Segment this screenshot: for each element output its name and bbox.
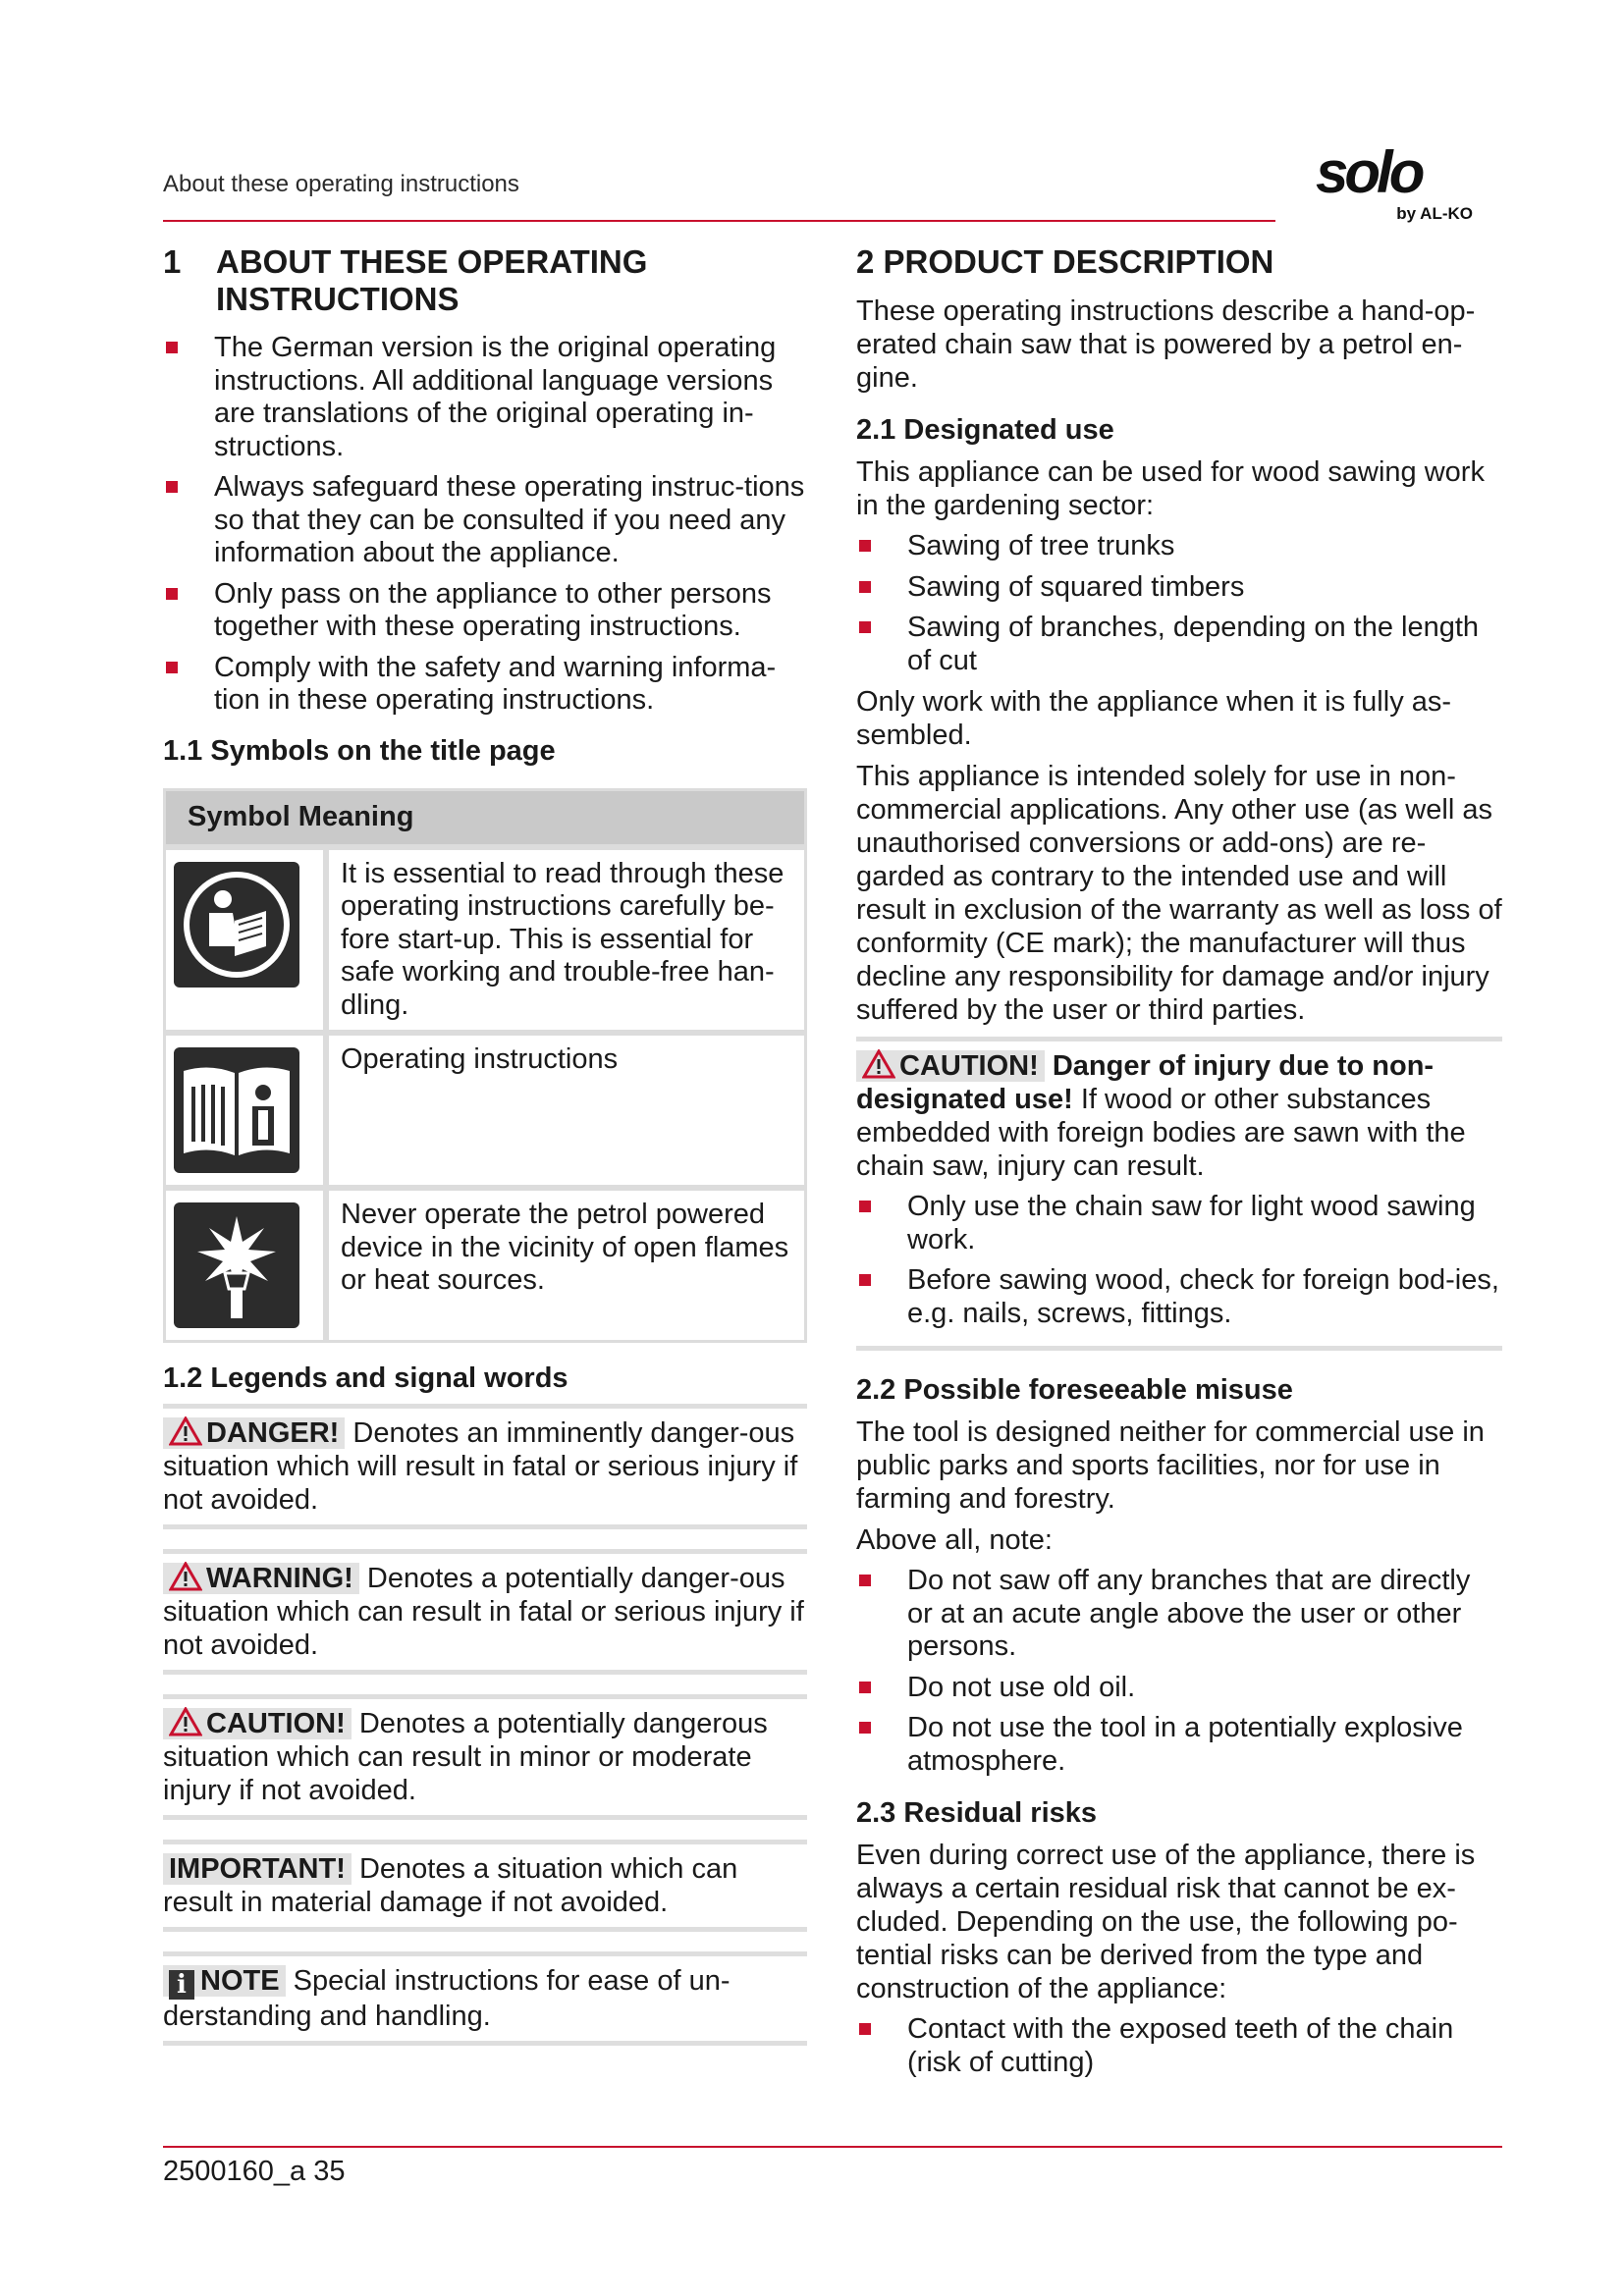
subsection-1-1-heading: 1.1 Symbols on the title page [163, 734, 556, 767]
section-2-intro: These operating instructions describe a hand-op-erated chain saw that is powered by a petrol en-gine. [856, 295, 1476, 394]
list-item: Do not saw off any branches that are directly or at an acute angle above the user or other persons. [856, 1565, 1502, 1664]
list-item: Only use the chain saw for light wood sawing work. [856, 1191, 1502, 1256]
bullet-square-icon [859, 1201, 871, 1212]
footer-divider [163, 2146, 1502, 2148]
section-2-heading [856, 243, 1502, 281]
list-item: Before sawing wood, check for foreign bod-ies, e.g. nails, screws, fittings. [856, 1264, 1502, 1330]
table-row [163, 1033, 807, 1188]
operating-instructions-icon [174, 1047, 299, 1173]
caution-designated-use-notice: CAUTION! Danger of injury due to non-designated use! If wood or other substances embedded with foreign bodies are sawn with the chain saw, injury can result. Only use the chain saw for light wood sawing work. Before sawing wood, check for foreign bod-ies, e.g. nails, screws, fittings. [856, 1037, 1502, 1351]
page-footer: 2500160_a 35 [163, 2156, 346, 2187]
section-1-title-line2: INSTRUCTIONS [216, 281, 460, 317]
section-2-number: 2 [856, 243, 875, 280]
bullet-square-icon [859, 1722, 871, 1734]
misuse-intro: The tool is designed neither for commercial use in public parks and sports facilities, nor for use in farming and forestry. [856, 1416, 1485, 1515]
subsection-1-2-heading: 1.2 Legends and signal words [163, 1362, 568, 1394]
list-item: Sawing of branches, depending on the length of cut [856, 612, 1502, 677]
warning-triangle-icon [862, 1049, 895, 1079]
logo-byline: by AL-KO [1396, 204, 1473, 223]
list-item: Comply with the safety and warning informa-tion in these operating instructions. [163, 652, 807, 718]
designated-use-intro: This appliance can be used for wood sawing work in the gardening sector: [856, 456, 1485, 521]
residual-risks-list [856, 2013, 1502, 2079]
header-divider [163, 220, 1275, 222]
bullet-square-icon [859, 621, 871, 633]
intended-use-paragraph: This appliance is intended solely for use in non-commercial applications. Any other use (as well as unauthorised conversions or add-ons) are re-garded as contrary to the intended use and will result in exclusion of the warranty as well as loss of conformity (CE mark); the manufacturer will thus decline any responsibility for damage and/or injury suffered by the user or third parties. [856, 761, 1502, 1026]
bullet-square-icon [859, 2023, 871, 2035]
list-item: Sawing of tree trunks [856, 530, 1502, 563]
warning-tag: WARNING! [206, 1563, 353, 1594]
important-tag: IMPORTANT! [163, 1853, 352, 1885]
list-item: Always safeguard these operating instruc-tions so that they can be consulted if you need any information about the appliance. [163, 471, 807, 570]
bullet-square-icon [166, 342, 178, 353]
bullet-square-icon [166, 588, 178, 600]
symbol-meaning: It is essential to read through these operating instructions carefully be-fore start-up. This is essential for safe working and trouble-free han-dling. [326, 847, 807, 1034]
warning-triangle-icon [169, 1416, 202, 1446]
warning-notice: WARNING! Denotes a potentially danger-ous situation which can result in fatal or serious injury if not avoided. [163, 1549, 807, 1675]
designated-use-list [856, 530, 1502, 677]
list-item: Do not use the tool in a potentially explosive atmosphere. [856, 1712, 1502, 1778]
subsection-2-1-heading: 2.1 Designated use [856, 414, 1114, 446]
table-row [163, 847, 807, 1034]
bullet-square-icon [166, 481, 178, 493]
list-item: Do not use old oil. [856, 1672, 1502, 1705]
caution-tag: CAUTION! [206, 1708, 346, 1739]
caution-notice: CAUTION! Denotes a potentially dangerous situation which can result in minor or moderate injury if not avoided. [163, 1694, 807, 1820]
section-1-title-line1: ABOUT THESE OPERATING [216, 243, 648, 280]
bullet-square-icon [859, 581, 871, 593]
subsection-2-2-heading: 2.2 Possible foreseeable misuse [856, 1374, 1293, 1406]
assembly-paragraph: Only work with the appliance when it is fully as-sembled. [856, 686, 1452, 751]
important-notice: IMPORTANT! Denotes a situation which can result in material damage if not avoided. [163, 1840, 807, 1932]
list-item: The German version is the original operating instructions. All additional language versions are translations of the original operating in-structions. [163, 332, 807, 463]
misuse-note: Above all, note: [856, 1524, 1053, 1556]
table-row [163, 1188, 807, 1343]
danger-tag: DANGER! [206, 1417, 340, 1449]
caution-tag: CAUTION! [899, 1050, 1039, 1082]
bullet-square-icon [859, 1274, 871, 1286]
section-2-title: PRODUCT DESCRIPTION [883, 243, 1274, 280]
solo-logo [1316, 139, 1473, 224]
list-item: Only pass on the appliance to other persons together with these operating instructions. [163, 578, 807, 644]
section-1-heading [163, 243, 807, 318]
danger-notice: DANGER! Denotes an imminently danger-ous situation which will result in fatal or serious injury if not avoided. [163, 1404, 807, 1529]
symbol-meaning: Never operate the petrol powered device in the vicinity of open flames or heat sources. [326, 1188, 807, 1343]
symbols-table [163, 788, 807, 1344]
list-item: Sawing of squared timbers [856, 571, 1502, 605]
misuse-list [856, 1565, 1502, 1778]
read-manual-icon [174, 862, 299, 988]
symbol-meaning: Operating instructions [326, 1033, 807, 1188]
residual-risks-intro: Even during correct use of the appliance, there is always a certain residual risk that cannot be ex-cluded. Depending on the use, the following po-tential risks can be derived from the type and construction of the appliance: [856, 1840, 1476, 2004]
running-header: About these operating instructions [163, 171, 519, 197]
subsection-2-3-heading: 2.3 Residual risks [856, 1797, 1098, 1829]
caution-list [856, 1191, 1502, 1330]
warning-triangle-icon [169, 1707, 202, 1736]
bullet-square-icon [859, 1575, 871, 1586]
section-1-bullet-list [163, 332, 807, 718]
logo-wordmark: solo [1316, 139, 1422, 205]
right-column [856, 243, 1502, 2087]
section-1-number: 1 [163, 243, 182, 280]
info-icon: i [169, 1970, 194, 2000]
note-notice: i NOTE Special instructions for ease of un-derstanding and handling. [163, 1951, 807, 2046]
symbols-table-header: Symbol Meaning [163, 788, 807, 847]
note-tag: NOTE [200, 1965, 280, 1997]
no-open-flames-icon [174, 1202, 299, 1328]
caution-bold-text: Danger of injury due to non-designated use! [856, 1050, 1435, 1115]
left-column [163, 243, 807, 2065]
bullet-square-icon [859, 540, 871, 552]
list-item: Contact with the exposed teeth of the chain (risk of cutting) [856, 2013, 1502, 2079]
warning-triangle-icon [169, 1562, 202, 1591]
bullet-square-icon [166, 662, 178, 673]
bullet-square-icon [859, 1682, 871, 1693]
